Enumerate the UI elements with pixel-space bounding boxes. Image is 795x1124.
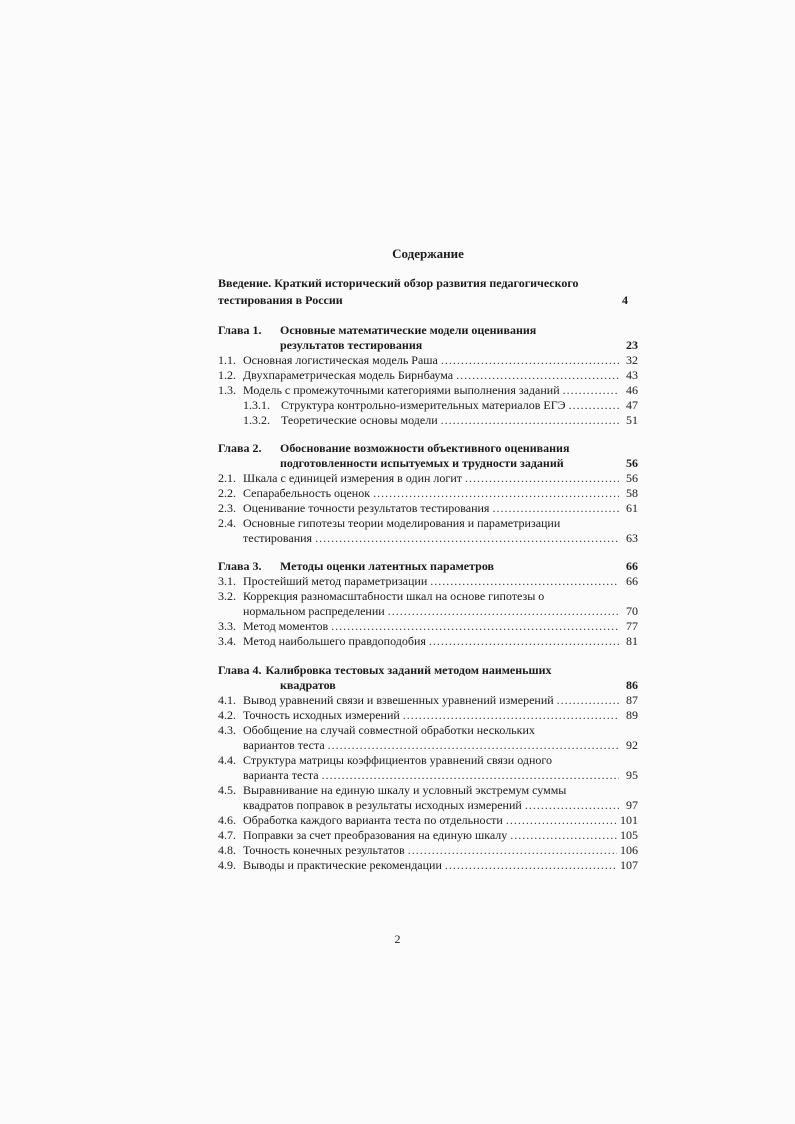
item-page: 47: [626, 398, 638, 412]
item-page: 101: [620, 813, 638, 827]
toc-item-2-1[interactable]: [218, 471, 638, 486]
chapter-4-heading[interactable]: [218, 663, 638, 678]
item-number: 2.1.: [218, 471, 236, 485]
toc-item-4-7[interactable]: [218, 828, 638, 843]
item-page: 107: [620, 858, 638, 872]
item-text: Шкала с единицей измерения в один логит: [243, 471, 462, 485]
item-number: 3.4.: [218, 634, 236, 648]
toc-item-4-5[interactable]: [218, 783, 638, 798]
dot-leader: [373, 486, 619, 501]
item-text-cont: вариантов теста: [243, 738, 325, 752]
item-text: Модель с промежуточными категориями выполнения заданий: [243, 383, 560, 397]
item-page: 70: [626, 604, 638, 618]
toc-item-1-3-1[interactable]: [218, 398, 638, 413]
item-number: 4.1.: [218, 693, 236, 707]
item-number: 3.3.: [218, 619, 236, 633]
chapter-1-heading[interactable]: [218, 323, 638, 338]
toc-item-2-2[interactable]: [218, 486, 638, 501]
item-page: 61: [626, 501, 638, 515]
item-text: Точность конечных результатов: [243, 843, 405, 857]
item-number: 2.2.: [218, 486, 236, 500]
dot-leader: [408, 843, 617, 858]
chapter-4-heading-2[interactable]: [218, 678, 638, 693]
item-text: Структура контрольно-измерительных материалов ЕГЭ: [281, 398, 566, 412]
page-number: 2: [394, 932, 401, 946]
dot-leader: [388, 604, 619, 619]
dot-leader: [430, 574, 619, 589]
item-number: 4.6.: [218, 813, 236, 827]
intro-title-1: Введение. Краткий исторический обзор развития педагогического: [218, 276, 579, 290]
toc-item-3-2[interactable]: [218, 589, 638, 604]
item-page: 56: [626, 471, 638, 485]
item-text: Обработка каждого варианта теста по отдельности: [243, 813, 503, 827]
item-number: 3.1.: [218, 574, 236, 588]
item-text: Двухпараметрическая модель Бирнбаума: [243, 368, 454, 382]
item-page: 43: [626, 368, 638, 382]
item-number: 4.3.: [218, 723, 236, 737]
toc-item-3-4[interactable]: [218, 634, 638, 649]
item-page: 105: [620, 828, 638, 842]
toc-item-1-3-2[interactable]: [218, 413, 638, 428]
dot-leader: [506, 813, 617, 828]
dot-leader: [569, 398, 619, 413]
item-text: Основные гипотезы теории моделирования и параметризации: [243, 516, 561, 530]
dot-leader: [557, 693, 619, 708]
chapter-2-title-2: подготовленности испытуемых и трудности заданий: [280, 456, 564, 470]
toc-item-2-3[interactable]: [218, 501, 638, 516]
toc-item-1-3[interactable]: [218, 383, 638, 398]
item-text: Основная логистическая модель Раша: [243, 353, 438, 367]
item-number: 4.4.: [218, 753, 236, 767]
chapter-1-heading-2[interactable]: [218, 338, 638, 353]
item-page: 77: [626, 619, 638, 633]
chapter-2-heading[interactable]: [218, 441, 638, 456]
toc-item-4-3[interactable]: [218, 723, 638, 738]
item-number: 2.3.: [218, 501, 236, 515]
toc-item-3-3[interactable]: [218, 619, 638, 634]
item-text-cont: тестирования: [243, 531, 313, 545]
item-number: 1.3.2.: [243, 413, 270, 427]
dot-leader: [328, 738, 619, 753]
item-text-cont: варианта теста: [243, 768, 319, 782]
toc-item-4-3-cont[interactable]: [218, 738, 638, 753]
toc-item-1-1[interactable]: [218, 353, 638, 368]
dot-leader: [445, 858, 617, 873]
item-number: 4.7.: [218, 828, 236, 842]
item-text: Обобщение на случай совместной обработки нескольких: [243, 723, 535, 737]
chapter-2-label: Глава 2.: [218, 441, 262, 455]
toc-item-4-6[interactable]: [218, 813, 638, 828]
chapter-1-title-2: результатов тестирования: [280, 338, 423, 352]
item-page: 66: [626, 574, 638, 588]
dot-leader: [525, 798, 619, 813]
toc-item-1-2[interactable]: [218, 368, 638, 383]
item-number: 4.2.: [218, 708, 236, 722]
item-text: Выводы и практические рекомендации: [243, 858, 442, 872]
item-page: 95: [626, 768, 638, 782]
item-text: Сепарабельность оценок: [243, 486, 371, 500]
chapter-1-page: 23: [626, 338, 638, 352]
item-text: Структура матрицы коэффициентов уравнений связи одного: [243, 753, 553, 767]
toc-item-2-4[interactable]: [218, 516, 638, 531]
item-number: 1.1.: [218, 353, 236, 367]
item-text: Теоретические основы модели: [281, 413, 438, 427]
intro-line-2[interactable]: [218, 293, 638, 308]
item-page: 97: [626, 798, 638, 812]
chapter-4-label: Глава 4.: [218, 663, 262, 677]
dot-leader: [563, 383, 619, 398]
item-text: Простейший метод параметризации: [243, 574, 428, 588]
dot-leader: [331, 619, 619, 634]
item-text: Метод моментов: [243, 619, 329, 633]
item-number: 1.2.: [218, 368, 236, 382]
chapter-1-title-1: Основные математические модели оценивания: [280, 323, 537, 337]
item-text-cont: нормальном распределении: [243, 604, 385, 618]
chapter-2-page: 56: [626, 456, 638, 470]
toc-item-3-1[interactable]: [218, 574, 638, 589]
item-page: 81: [626, 634, 638, 648]
item-text: Точность исходных измерений: [243, 708, 400, 722]
page-title: Содержание: [392, 246, 464, 261]
dot-leader: [492, 501, 619, 516]
item-number: 3.2.: [218, 589, 236, 603]
chapter-3-label: Глава 3.: [218, 559, 262, 573]
item-page: 51: [626, 413, 638, 427]
dot-leader: [429, 634, 619, 649]
dot-leader: [510, 828, 617, 843]
toc-item-4-9[interactable]: [218, 858, 638, 873]
dot-leader: [322, 768, 619, 783]
dot-leader: [403, 708, 619, 723]
chapter-3-page: 66: [626, 559, 638, 573]
chapter-2-title-1: Обоснование возможности объективного оценивания: [280, 441, 570, 455]
intro-title-2: тестирования в России: [218, 293, 343, 307]
item-text: Поправки за счет преобразования на единую шкалу: [243, 828, 508, 842]
item-page: 58: [626, 486, 638, 500]
toc-item-2-4-cont[interactable]: [218, 531, 638, 546]
toc-item-3-2-cont[interactable]: [218, 604, 638, 619]
chapter-3-heading[interactable]: [218, 559, 638, 574]
item-text: Вывод уравнений связи и взвешенных уравнений измерений: [243, 693, 554, 707]
item-number: 4.8.: [218, 843, 236, 857]
chapter-3-title-1: Методы оценки латентных параметров: [280, 559, 495, 573]
item-number: 1.3.1.: [243, 398, 270, 412]
toc-item-4-4-cont[interactable]: [218, 768, 638, 783]
item-number: 4.5.: [218, 783, 236, 797]
item-page: 89: [626, 708, 638, 722]
item-page: 32: [626, 353, 638, 367]
toc-item-4-1[interactable]: [218, 693, 638, 708]
item-text: Метод наибольшего правдоподобия: [243, 634, 426, 648]
toc-item-4-5-cont[interactable]: [218, 798, 638, 813]
dot-leader: [441, 353, 619, 368]
toc-item-4-2[interactable]: [218, 708, 638, 723]
item-page: 87: [626, 693, 638, 707]
chapter-4-title-1: Калибровка тестовых заданий методом наименьших: [265, 663, 552, 677]
chapter-2-heading-2[interactable]: [218, 456, 638, 471]
dot-leader: [465, 471, 619, 486]
item-number: 2.4.: [218, 516, 236, 530]
item-number: 4.9.: [218, 858, 236, 872]
intro-line-1[interactable]: [218, 276, 638, 291]
toc-item-4-4[interactable]: [218, 753, 638, 768]
item-page: 46: [626, 383, 638, 397]
item-page: 63: [626, 531, 638, 545]
intro-page: 4: [622, 293, 628, 307]
item-page: 92: [626, 738, 638, 752]
toc-item-4-8[interactable]: [218, 843, 638, 858]
item-number: 1.3.: [218, 383, 236, 397]
item-text: Выравнивание на единую шкалу и условный экстремум суммы: [243, 783, 567, 797]
item-text: Коррекция разномасштабности шкал на основе гипотезы о: [243, 589, 545, 603]
item-text: Оценивание точности результатов тестирования: [243, 501, 490, 515]
chapter-1-label: Глава 1.: [218, 323, 262, 337]
chapter-4-title-2: квадратов: [280, 678, 336, 692]
dot-leader: [441, 413, 619, 428]
item-text-cont: квадратов поправок в результаты исходных измерений: [243, 798, 522, 812]
item-page: 106: [620, 843, 638, 857]
chapter-4-page: 86: [626, 678, 638, 692]
dot-leader: [315, 531, 619, 546]
dot-leader: [456, 368, 619, 383]
